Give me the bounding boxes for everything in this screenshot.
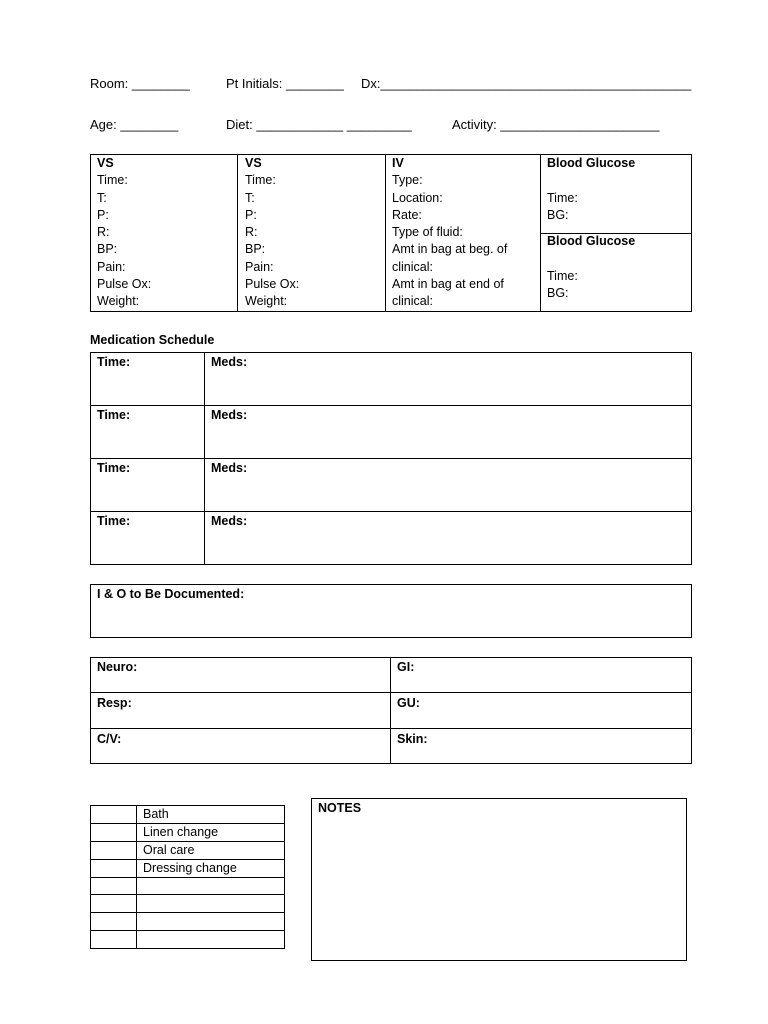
vs-column-1[interactable]: [97, 155, 151, 311]
med-meds-label[interactable]: Meds:: [211, 355, 248, 369]
divider: [237, 154, 238, 312]
med-meds-label[interactable]: Meds:: [211, 461, 248, 475]
med-time-label[interactable]: Time:: [97, 461, 131, 475]
dx-field[interactable]: Dx:___________________________________________: [361, 76, 692, 91]
vs-pulse-ox-label: Pulse Ox:: [97, 277, 152, 292]
med-meds-label[interactable]: Meds:: [211, 408, 248, 422]
task-label[interactable]: [137, 931, 285, 949]
task-checkbox[interactable]: [91, 859, 137, 877]
med-time-label[interactable]: Time:: [97, 355, 131, 369]
divider: [90, 458, 692, 459]
vs-pulse-ox-label: Pulse Ox:: [245, 277, 300, 292]
vs-pain-label: Pain:: [97, 259, 126, 274]
vs-pain-label: Pain:: [245, 259, 274, 274]
iv-title: IV: [392, 156, 404, 170]
task-checkbox[interactable]: [91, 841, 137, 859]
task-label[interactable]: [137, 877, 285, 895]
task-checkbox[interactable]: [91, 823, 137, 841]
gi-label[interactable]: GI:: [397, 660, 415, 674]
notes-label: NOTES: [318, 801, 362, 815]
iv-fluid-type-label: Type of fluid:: [392, 225, 463, 240]
vs-title: VS: [245, 156, 262, 170]
glucose-bg-label: BG:: [547, 207, 569, 222]
task-row[interactable]: [91, 806, 285, 824]
age-field[interactable]: Age: ________: [90, 117, 179, 132]
assessment-table: [90, 657, 692, 764]
med-meds-label[interactable]: Meds:: [211, 514, 248, 528]
iv-amt-beg-label-cont: clinical:: [392, 259, 433, 274]
vs-column-2[interactable]: [245, 155, 299, 311]
room-field[interactable]: Room: ________: [90, 76, 190, 91]
pt-initials-field[interactable]: Pt Initials: ________: [226, 76, 344, 91]
task-label: Bath: [137, 806, 285, 824]
vs-bp-label: BP:: [245, 242, 266, 257]
task-row[interactable]: [91, 931, 285, 949]
task-row[interactable]: [91, 859, 285, 877]
vs-resp-label: R:: [245, 225, 258, 240]
task-row[interactable]: [91, 913, 285, 931]
divider: [90, 692, 692, 693]
iv-rate-label: Rate:: [392, 207, 422, 222]
divider: [390, 657, 391, 764]
vs-title: VS: [97, 156, 114, 170]
blood-glucose-cell-2[interactable]: [547, 233, 635, 302]
task-label: Linen change: [137, 823, 285, 841]
vs-pulse-label: P:: [245, 207, 257, 222]
vs-weight-label: Weight:: [245, 294, 288, 309]
task-label: Dressing change: [137, 859, 285, 877]
task-label: Oral care: [137, 841, 285, 859]
blood-glucose-title: Blood Glucose: [547, 234, 636, 248]
vs-bp-label: BP:: [97, 242, 118, 257]
task-checkbox[interactable]: [91, 913, 137, 931]
blood-glucose-title: Blood Glucose: [547, 156, 636, 170]
diet-field[interactable]: Diet: ____________ _________: [226, 117, 412, 132]
divider: [385, 154, 386, 312]
divider: [90, 405, 692, 406]
med-time-label[interactable]: Time:: [97, 514, 131, 528]
glucose-time-label: Time:: [547, 190, 578, 205]
vs-weight-label: Weight:: [97, 294, 140, 309]
neuro-label[interactable]: Neuro:: [97, 660, 138, 674]
vs-temp-label: T:: [245, 190, 255, 205]
divider: [90, 511, 692, 512]
vs-resp-label: R:: [97, 225, 110, 240]
divider: [90, 728, 692, 729]
task-row[interactable]: [91, 895, 285, 913]
activity-field[interactable]: Activity: ______________________: [452, 117, 660, 132]
task-checkbox[interactable]: [91, 931, 137, 949]
glucose-bg-label: BG:: [547, 285, 569, 300]
task-row[interactable]: [91, 823, 285, 841]
task-label[interactable]: [137, 913, 285, 931]
task-checkbox[interactable]: [91, 806, 137, 824]
cv-label[interactable]: C/V:: [97, 732, 122, 746]
vs-pulse-label: P:: [97, 207, 109, 222]
med-time-label[interactable]: Time:: [97, 408, 131, 422]
glucose-time-label: Time:: [547, 268, 578, 283]
iv-type-label: Type:: [392, 173, 423, 188]
resp-label[interactable]: Resp:: [97, 696, 132, 710]
blood-glucose-cell-1[interactable]: [547, 155, 635, 224]
io-label: I & O to Be Documented:: [97, 587, 245, 601]
task-checkbox[interactable]: [91, 877, 137, 895]
task-row[interactable]: [91, 877, 285, 895]
vs-temp-label: T:: [97, 190, 107, 205]
gu-label[interactable]: GU:: [397, 696, 420, 710]
iv-amt-end-label-cont: clinical:: [392, 294, 433, 309]
task-row[interactable]: [91, 841, 285, 859]
iv-column[interactable]: [392, 155, 507, 311]
task-checkbox[interactable]: [91, 895, 137, 913]
iv-amt-beg-label: Amt in bag at beg. of: [392, 242, 508, 257]
iv-amt-end-label: Amt in bag at end of: [392, 277, 504, 292]
iv-location-label: Location:: [392, 190, 443, 205]
task-checklist: [90, 805, 285, 949]
skin-label[interactable]: Skin:: [397, 732, 428, 746]
vs-time-label: Time:: [245, 173, 276, 188]
medication-schedule-title: Medication Schedule: [90, 333, 215, 347]
notes-box[interactable]: [311, 798, 687, 961]
task-label[interactable]: [137, 895, 285, 913]
vs-time-label: Time:: [97, 173, 128, 188]
